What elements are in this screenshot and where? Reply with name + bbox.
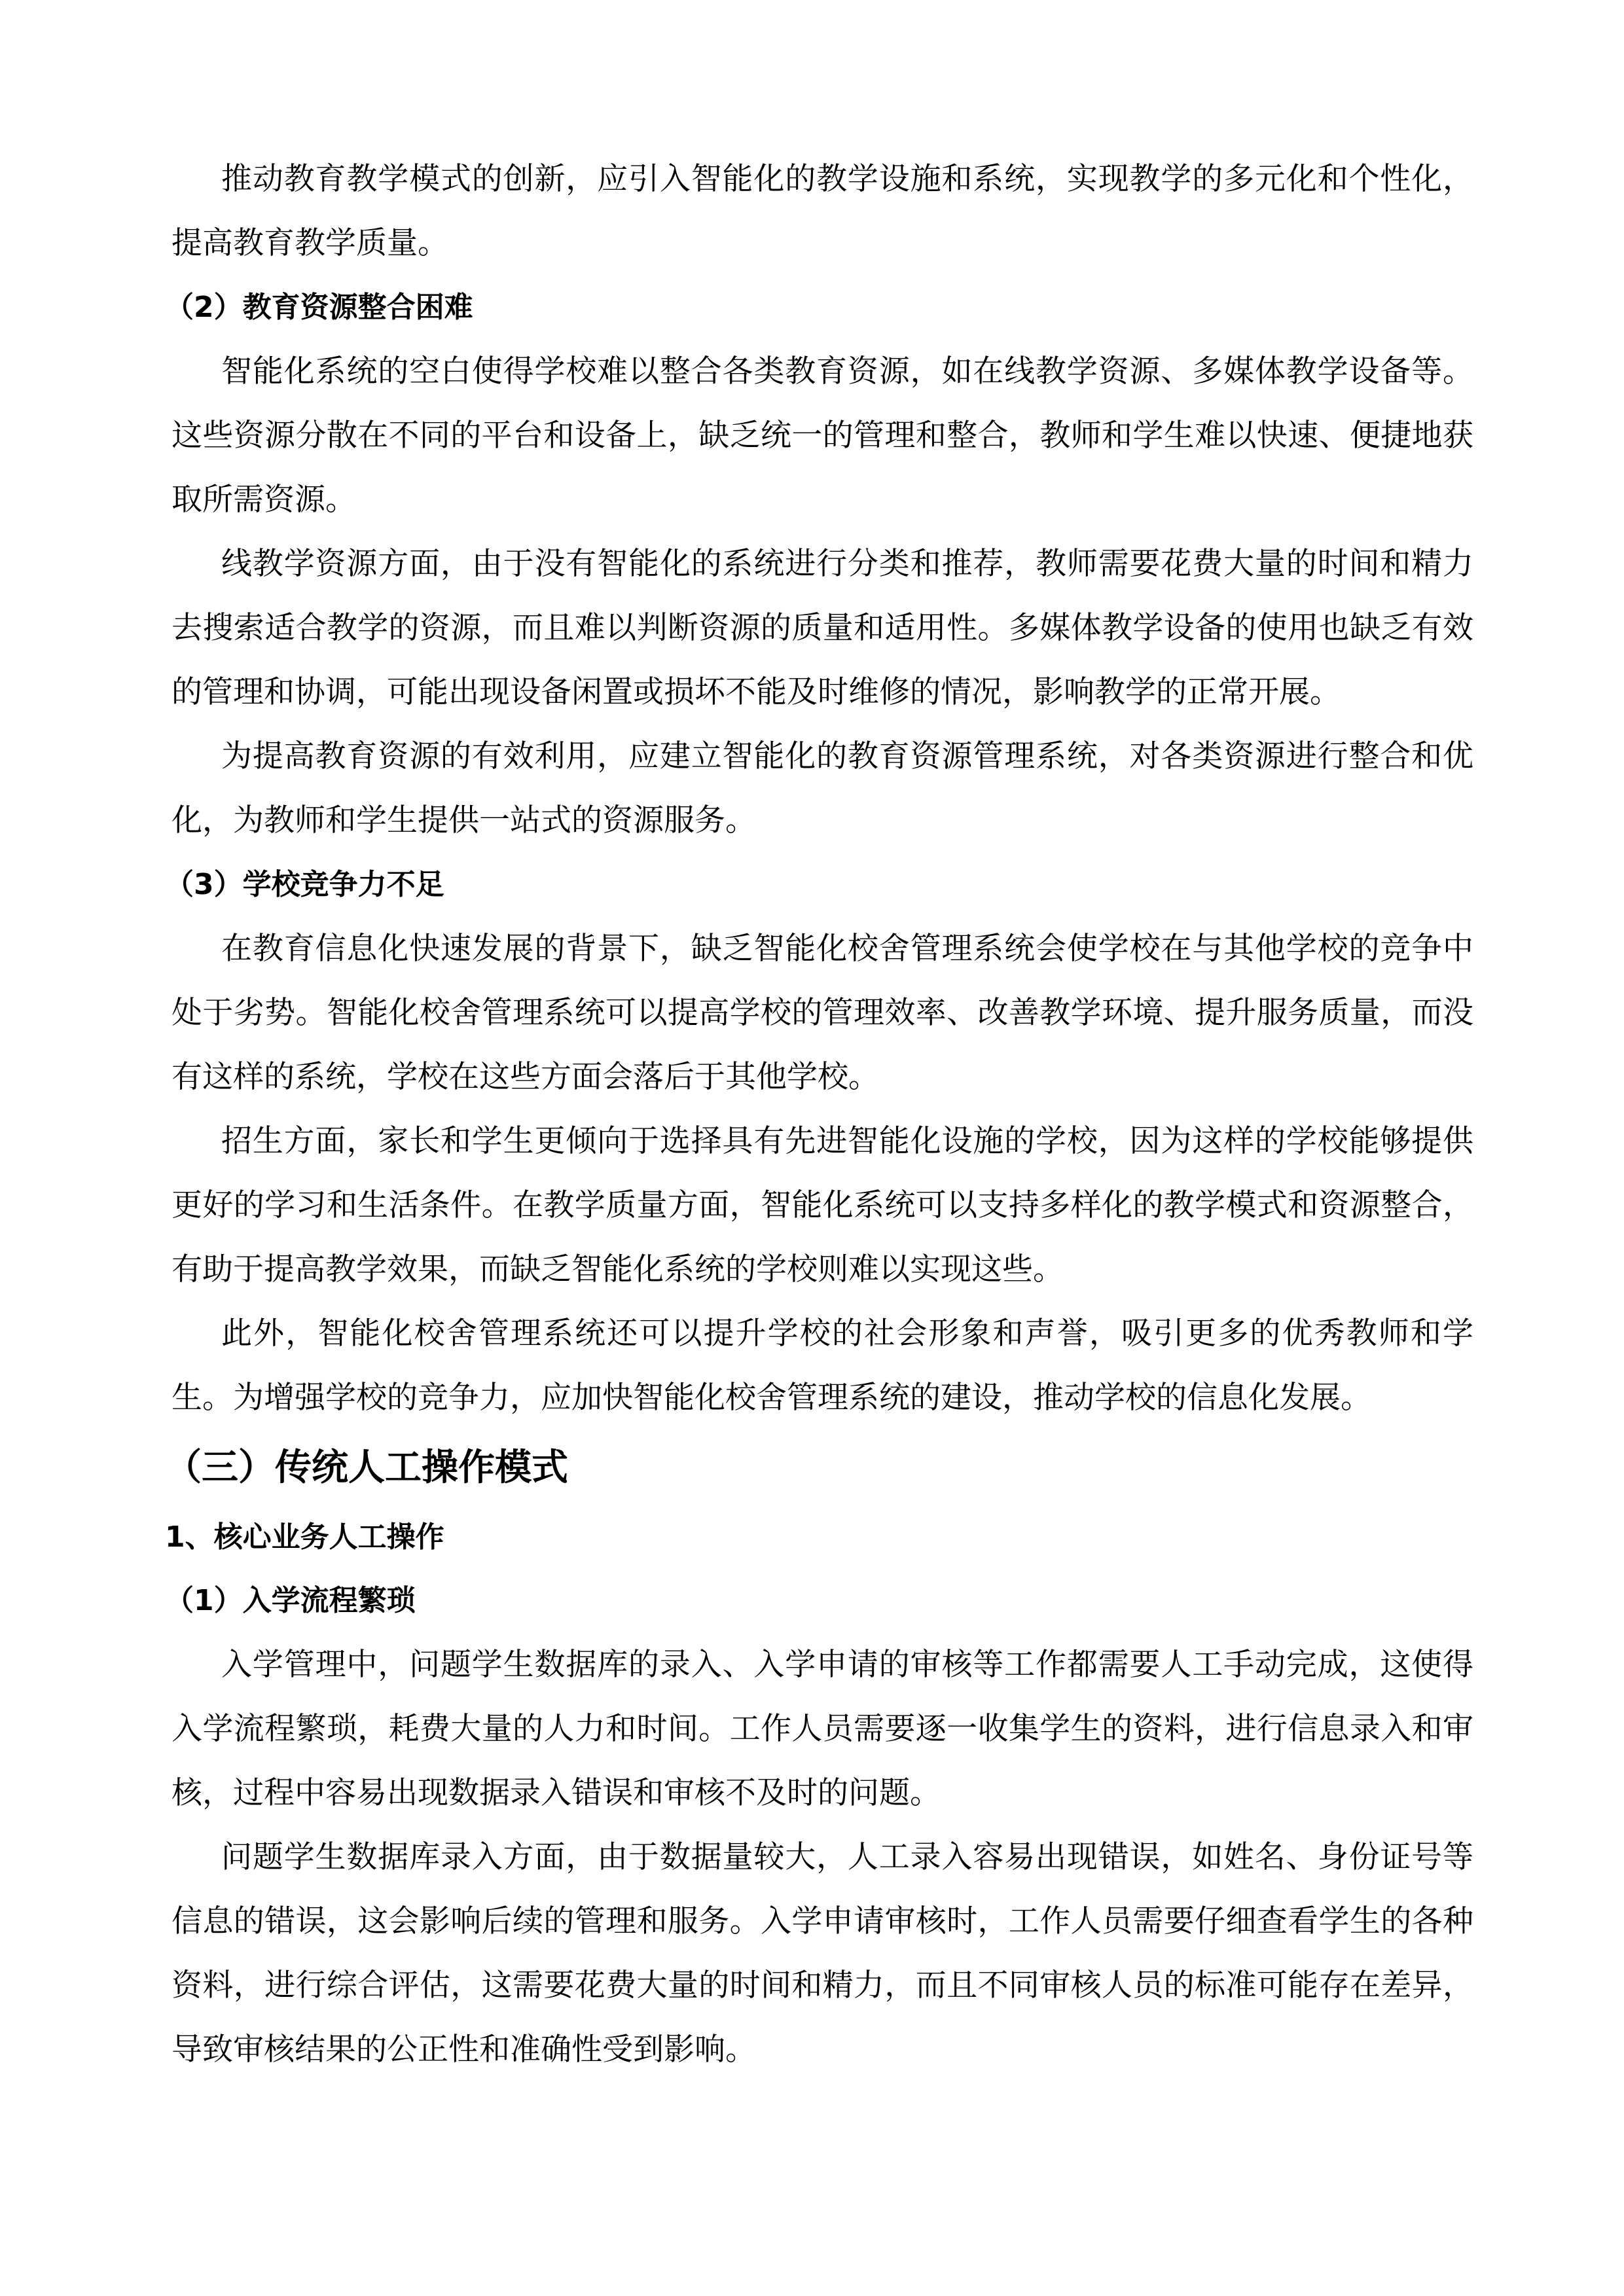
- body-paragraph: 招生方面，家长和学生更倾向于选择具有先进智能化设施的学校，因为这样的学校能够提供更好的学习和生活条件。在教学质量方面，智能化系统可以支持多样化的教学模式和资源整合，有助于提高教学效果，而缺乏智能化系统的学校则难以实现这些。: [171, 1123, 1473, 1287]
- item-heading-core-business: 1、核心业务人工操作: [165, 1520, 444, 1554]
- body-paragraph: 为提高教育资源的有效利用，应建立智能化的教育资源管理系统，对各类资源进行整合和优化，为教师和学生提供一站式的资源服务。: [171, 738, 1473, 838]
- body-paragraph: 推动教育教学模式的创新，应引入智能化的教学设施和系统，实现教学的多元化和个性化，提高教育教学质量。: [171, 161, 1473, 261]
- body-paragraph: 入学管理中，问题学生数据库的录入、入学申请的审核等工作都需要人工手动完成，这使得入学流程繁琐，耗费大量的人力和时间。工作人员需要逐一收集学生的资料，进行信息录入和审核，过程中容易出现数据录入错误和审核不及时的问题。: [171, 1647, 1473, 1811]
- subheading-resource-integration: （2）教育资源整合困难: [165, 291, 473, 324]
- body-paragraph: 智能化系统的空白使得学校难以整合各类教育资源，如在线教学资源、多媒体教学设备等。这些资源分散在不同的平台和设备上，缺乏统一的管理和整合，教师和学生难以快速、便捷地获取所需资源。: [171, 353, 1473, 518]
- body-paragraph: 问题学生数据库录入方面，由于数据量较大，人工录入容易出现错误，如姓名、身份证号等信息的错误，这会影响后续的管理和服务。入学申请审核时，工作人员需要仔细查看学生的各种资料，进行综合评估，这需要花费大量的时间和精力，而且不同审核人员的标准可能存在差异，导致审核结果的公正性和准确性受到影响。: [171, 1839, 1473, 2068]
- subheading-competitiveness: （3）学校竞争力不足: [165, 868, 444, 901]
- body-paragraph: 在教育信息化快速发展的背景下，缺乏智能化校舍管理系统会使学校在与其他学校的竞争中处于劣势。智能化校舍管理系统可以提高学校的管理效率、改善教学环境、提升服务质量，而没有这样的系统，学校在这些方面会落后于其他学校。: [171, 931, 1473, 1095]
- body-paragraph: 线教学资源方面，由于没有智能化的系统进行分类和推荐，教师需要花费大量的时间和精力去搜索适合教学的资源，而且难以判断资源的质量和适用性。多媒体教学设备的使用也缺乏有效的管理和协调，可能出现设备闲置或损坏不能及时维修的情况，影响教学的正常开展。: [171, 546, 1473, 710]
- section-heading-manual-operation: （三）传统人工操作模式: [165, 1446, 568, 1489]
- subheading-enrollment-process: （1）入学流程繁琐: [165, 1584, 416, 1617]
- body-paragraph: 此外，智能化校舍管理系统还可以提升学校的社会形象和声誉，吸引更多的优秀教师和学生。为增强学校的竞争力，应加快智能化校舍管理系统的建设，推动学校的信息化发展。: [171, 1316, 1473, 1416]
